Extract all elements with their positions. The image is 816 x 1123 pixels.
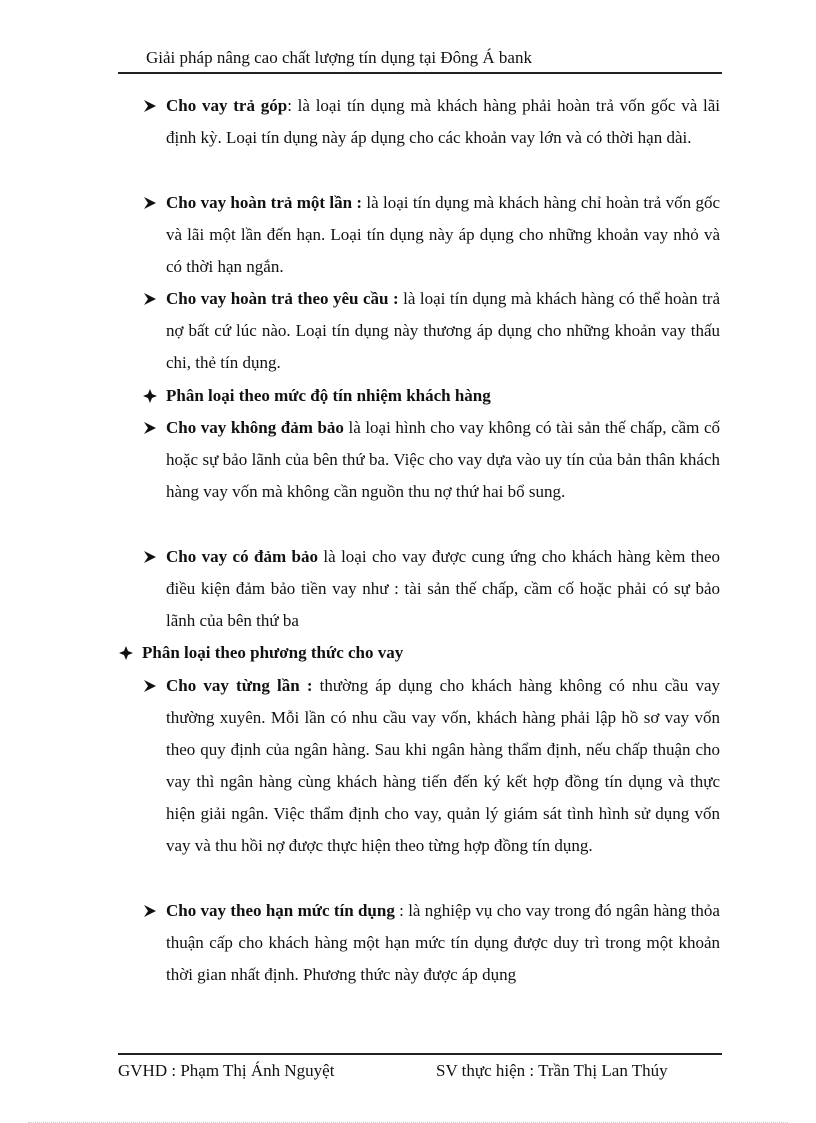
- item-text: là loại hình cho vay không có tài sản thế chấp, cầm cố hoặc sự bảo lãnh của bên thứ ba. Việc cho vay dựa vào uy tín của bản thân khách hàng vay vốn mà không cần nguồn thu nợ thứ hai bổ sung.: [166, 418, 720, 501]
- item-heading: Cho vay từng lần :: [166, 676, 313, 695]
- list-item: [166, 670, 720, 862]
- arrow-icon: [140, 283, 160, 315]
- list-item: [166, 541, 720, 637]
- list-item: [166, 90, 720, 154]
- item-heading: Cho vay hoàn trả một lần :: [166, 193, 363, 212]
- arrow-icon: [140, 895, 160, 927]
- item-heading: Cho vay trả góp: [166, 96, 288, 115]
- page-header: [118, 46, 722, 74]
- arrow-icon: [140, 412, 160, 444]
- arrow-icon: [140, 90, 160, 122]
- arrow-icon: [140, 670, 160, 702]
- item-text: : là nghiệp vụ cho vay trong đó ngân hàng thỏa thuận cấp cho khách hàng một hạn mức tín dụng được duy trì trong một khoản thời gian nhất định. Phương thức này được áp dụng: [166, 901, 720, 984]
- heading-text: Phân loại theo mức độ tín nhiệm khách hàng: [166, 386, 491, 405]
- item-heading: Cho vay theo hạn mức tín dụng: [166, 901, 395, 920]
- list-item: [166, 187, 720, 283]
- item-text: thường áp dụng cho khách hàng không có nhu cầu vay thường xuyên. Mỗi lần có nhu cầu vay vốn, khách hàng phải lập hồ sơ vay vốn theo quy định của ngân hàng. Sau khi ngân hàng thẩm định, nếu chấp thuận cho vay thì ngân hàng cùng khách hàng tiến đến ký kết hợp đồng tín dụng và thực hiện giải ngân. Việc thẩm định cho vay, quản lý giám sát tình hình sử dụng vốn vay và thu hồi nợ được thực hiện theo từng hợp đồng tín dụng.: [166, 676, 720, 855]
- header-title: Giải pháp nâng cao chất lượng tín dụng tại Đông Á bank: [146, 48, 532, 67]
- footer-supervisor: GVHD : Phạm Thị Ánh Nguyệt: [118, 1061, 335, 1080]
- footer-student: SV thực hiện : Trần Thị Lan Thúy: [436, 1061, 668, 1080]
- page-footer: [118, 1053, 722, 1085]
- item-text: : là loại tín dụng mà khách hàng phải hoàn trả vốn gốc và lãi định kỳ. Loại tín dụng này áp dụng cho các khoản vay lớn và có thời hạn dài.: [166, 96, 720, 147]
- diamond-icon: [116, 637, 136, 669]
- diamond-icon: [140, 380, 160, 412]
- item-heading: Cho vay không đảm bảo: [166, 418, 344, 437]
- list-item: [166, 895, 720, 991]
- list-item: [166, 283, 720, 379]
- section-heading: [142, 637, 720, 669]
- item-text: là loại tín dụng mà khách hàng có thể hoàn trả nợ bất cứ lúc nào. Loại tín dụng này thương áp dụng cho những khoản vay thấu chi, thẻ tín dụng.: [166, 289, 720, 372]
- list-item: [166, 412, 720, 508]
- item-heading: Cho vay có đảm bảo: [166, 547, 318, 566]
- item-heading: Cho vay hoàn trả theo yêu cầu :: [166, 289, 399, 308]
- arrow-icon: [140, 541, 160, 573]
- item-text: là loại tín dụng mà khách hàng chỉ hoàn trả vốn gốc và lãi một lần đến hạn. Loại tín dụng này áp dụng cho những khoản vay nhỏ và có thời hạn ngắn.: [166, 193, 720, 276]
- arrow-icon: [140, 187, 160, 219]
- section-heading: [166, 380, 720, 412]
- heading-text: Phân loại theo phương thức cho vay: [142, 643, 404, 662]
- item-text: là loại cho vay được cung ứng cho khách hàng kèm theo điều kiện đảm bảo tiền vay như : tài sản thế chấp, cầm cố hoặc phải có sự bảo lãnh của bên thứ ba: [166, 547, 720, 630]
